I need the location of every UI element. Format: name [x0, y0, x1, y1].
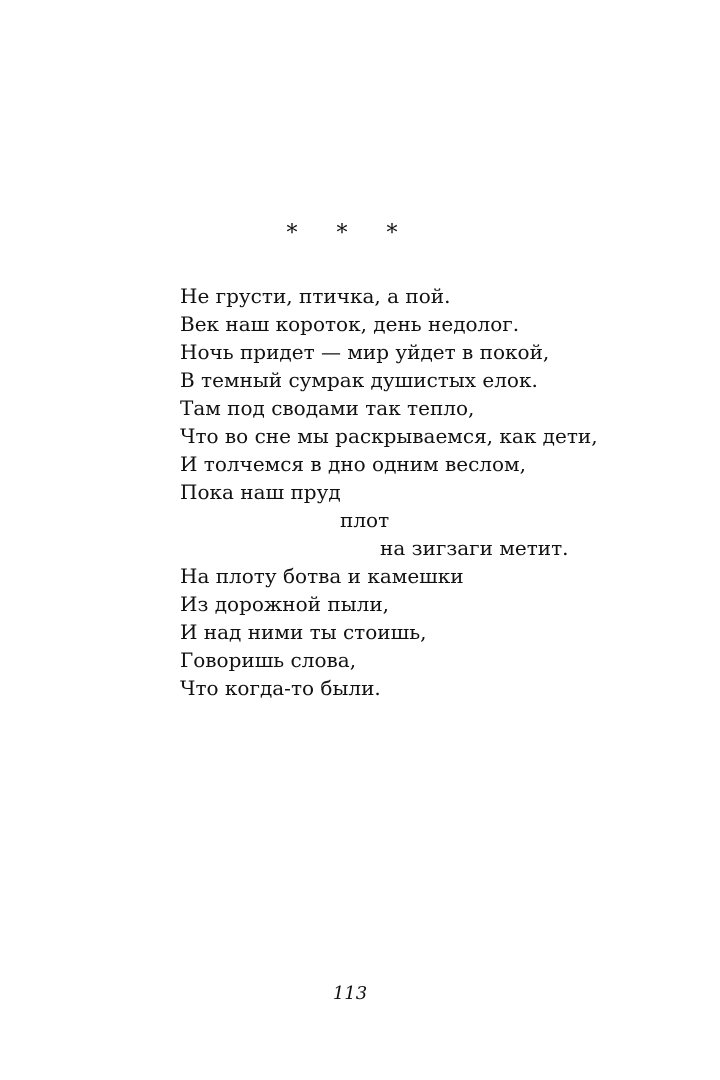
poem-line-indented: на зигзаги метит.	[380, 536, 569, 560]
poem-line: Не грусти, птичка, а пой.	[180, 284, 451, 308]
poem-line: В темный сумрак душистых елок.	[180, 368, 538, 392]
poem-line-indented: плот	[340, 508, 390, 532]
poem-line: Что когда-то были.	[180, 676, 381, 700]
poem-line: На плоту ботва и камешки	[180, 564, 464, 588]
poem-line: И толчемся в дно одним веслом,	[180, 452, 526, 476]
poem-line: Говоришь слова,	[180, 648, 357, 672]
poem-line: Ночь придет — мир уйдет в покой,	[180, 340, 550, 364]
poem-line: Из дорожной пыли,	[180, 592, 390, 616]
page-number: 113	[332, 983, 368, 1004]
section-separator: * * *	[286, 221, 414, 246]
poem-line: Что во сне мы раскрываемся, как дети,	[180, 424, 598, 448]
poem-line: Там под сводами так тепло,	[180, 396, 475, 420]
poem-line: Пока наш пруд	[180, 480, 341, 504]
poem-line: И над ними ты стоишь,	[180, 620, 427, 644]
poem	[180, 282, 700, 702]
poem-line: Век наш короток, день недолог.	[180, 312, 520, 336]
